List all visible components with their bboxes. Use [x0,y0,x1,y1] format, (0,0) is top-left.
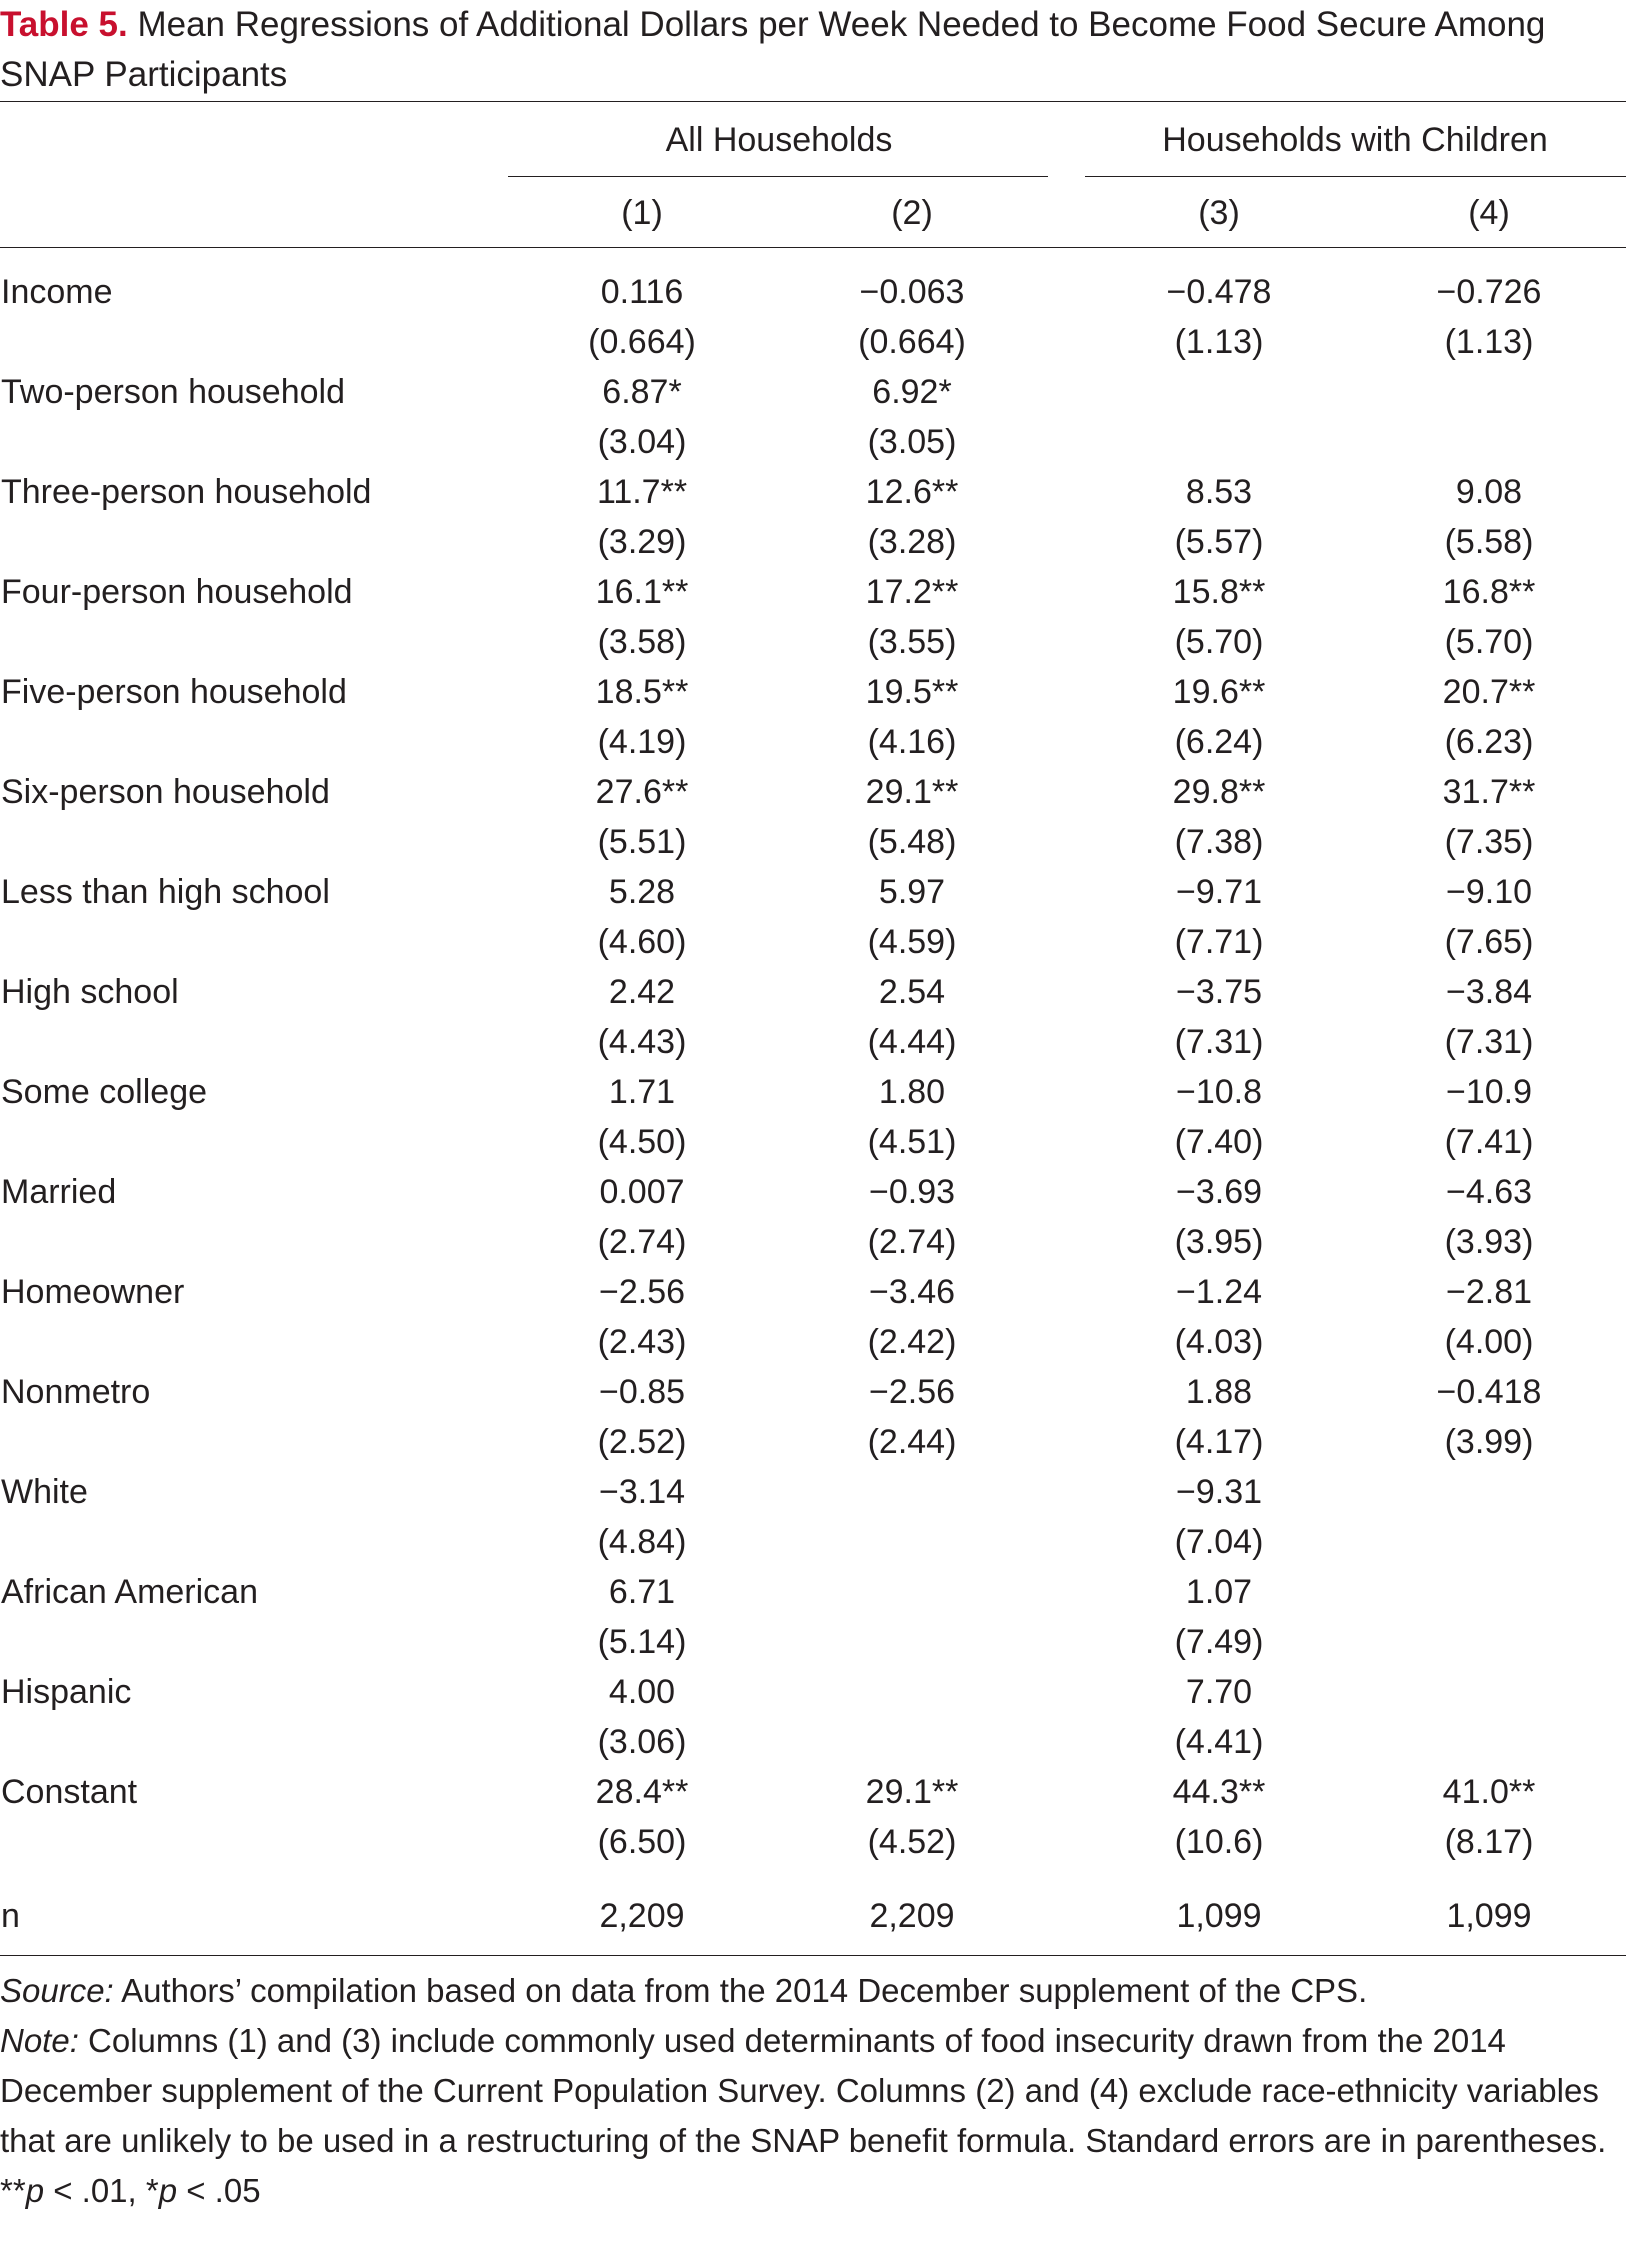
standard-error-cell: (5.58) [1444,523,1534,561]
standard-error-cell: (3.05) [867,423,957,461]
standard-error-cell: (3.55) [867,623,957,661]
group-rule-households-with-children [1085,176,1626,177]
standard-error-cell: (0.664) [588,323,696,361]
standard-error-cell: (6.23) [1444,723,1534,761]
row-label: Three-person household [1,473,372,511]
standard-error-cell: (5.14) [597,1623,687,1661]
standard-error-cell: (3.04) [597,423,687,461]
standard-error-cell: (2.44) [867,1423,957,1461]
coefficient-cell: −0.726 [1436,273,1542,311]
standard-error-cell: (7.31) [1444,1023,1534,1061]
standard-error-cell: (3.29) [597,523,687,561]
column-header: (4) [1468,194,1510,232]
coefficient-cell: −3.14 [598,1473,686,1511]
coefficient-cell: 41.0** [1442,1773,1536,1811]
row-label: Two-person household [1,373,346,411]
sig-stars-single: * [145,2172,159,2209]
sig-text-05: < .05 [177,2172,261,2209]
coefficient-cell: 31.7** [1442,773,1536,811]
coefficient-cell: 44.3** [1172,1773,1266,1811]
coefficient-cell: 6.71 [608,1573,676,1611]
coefficient-cell: 19.5** [865,673,959,711]
coefficient-cell: 20.7** [1442,673,1536,711]
row-label: African American [1,1573,258,1611]
coefficient-cell: 1.80 [878,1073,946,1111]
coefficient-cell: 9.08 [1455,473,1523,511]
sig-text-01: < .01, [44,2172,146,2209]
standard-error-cell: (3.28) [867,523,957,561]
standard-error-cell: (5.70) [1444,623,1534,661]
column-header: (3) [1198,194,1240,232]
standard-error-cell: (3.58) [597,623,687,661]
standard-error-cell: (2.42) [867,1323,957,1361]
standard-error-cell: (7.49) [1174,1623,1264,1661]
coefficient-cell: 7.70 [1185,1673,1253,1711]
coefficient-cell: −3.84 [1445,973,1533,1011]
standard-error-cell: (7.04) [1174,1523,1264,1561]
row-label: White [1,1473,88,1511]
coefficient-cell: 16.1** [595,573,689,611]
standard-error-cell: (3.06) [597,1723,687,1761]
n-value-cell: 2,209 [599,1897,685,1935]
standard-error-cell: (6.50) [597,1823,687,1861]
coefficient-cell: 27.6** [595,773,689,811]
standard-error-cell: (8.17) [1444,1823,1534,1861]
coefficient-cell: −2.56 [598,1273,686,1311]
standard-error-cell: (4.44) [867,1023,957,1061]
standard-error-cell: (5.51) [597,823,687,861]
column-header: (1) [621,194,663,232]
row-label: Six-person household [1,773,330,811]
coefficient-cell: −1.24 [1175,1273,1263,1311]
coefficient-cell: −2.56 [868,1373,956,1411]
coefficient-cell: −9.10 [1445,873,1533,911]
sig-stars-double: ** [0,2172,26,2209]
n-label: n [1,1897,20,1935]
coefficient-cell: 5.28 [608,873,676,911]
coefficient-cell: 11.7** [596,473,688,511]
coefficient-cell: −3.46 [868,1273,956,1311]
standard-error-cell: (4.60) [597,923,687,961]
coefficient-cell: 1.71 [608,1073,676,1111]
coefficient-cell: −2.81 [1445,1273,1533,1311]
row-label: High school [1,973,179,1011]
standard-error-cell: (1.13) [1444,323,1534,361]
significance-line [0,2166,1626,2216]
standard-error-cell: (10.6) [1174,1823,1264,1861]
standard-error-cell: (4.16) [867,723,957,761]
column-header: (2) [891,194,933,232]
group-header-all-households: All Households [665,121,893,159]
coefficient-cell: −4.63 [1445,1173,1533,1211]
coefficient-cell: 4.00 [608,1673,676,1711]
standard-error-cell: (5.57) [1174,523,1264,561]
coefficient-cell: 29.1** [865,773,959,811]
table-title: Mean Regressions of Additional Dollars per Week Needed to Become Food Secure Among SNAP Participants [0,5,1546,94]
coefficient-cell: 1.88 [1185,1373,1253,1411]
standard-error-cell: (3.95) [1174,1223,1264,1261]
coefficient-cell: 2.54 [878,973,946,1011]
coefficient-cell: 1.07 [1185,1573,1253,1611]
standard-error-cell: (4.17) [1174,1423,1264,1461]
coefficient-cell: 15.8** [1172,573,1266,611]
row-label: Married [1,1173,117,1211]
coefficient-cell: 0.116 [600,273,684,311]
coefficient-cell: 18.5** [595,673,689,711]
coefficient-cell: 16.8** [1442,573,1536,611]
coefficient-cell: −0.063 [859,273,965,311]
coefficient-cell: −10.8 [1175,1073,1263,1111]
standard-error-cell: (7.38) [1174,823,1264,861]
row-label: Constant [1,1773,138,1811]
standard-error-cell: (4.03) [1174,1323,1264,1361]
standard-error-cell: (7.35) [1444,823,1534,861]
standard-error-cell: (2.74) [597,1223,687,1261]
standard-error-cell: (7.40) [1174,1123,1264,1161]
coefficient-cell: −0.418 [1436,1373,1542,1411]
coefficient-cell: −3.75 [1175,973,1263,1011]
coefficient-cell: −0.85 [598,1373,686,1411]
coefficient-cell: −9.31 [1175,1473,1263,1511]
standard-error-cell: (4.50) [597,1123,687,1161]
coefficient-cell: −3.69 [1175,1173,1263,1211]
coefficient-cell: 28.4** [595,1773,689,1811]
row-label: Some college [1,1073,208,1111]
note-text: Columns (1) and (3) include commonly used determinants of food insecurity drawn from the 2014 December supplement of the Current Population Survey. Columns (2) and (4) exclude race-ethnicity variables that are unlikely to be used in a restructuring of the SNAP benefit formula. Standard errors are in parentheses. [0,2022,1607,2159]
standard-error-cell: (7.71) [1174,923,1264,961]
source-line [0,1966,1626,2016]
top-rule [0,101,1626,102]
row-label: Income [1,273,113,311]
note-line [0,2016,1626,2166]
standard-error-cell: (6.24) [1174,723,1264,761]
sig-p-symbol: p [158,2172,178,2209]
standard-error-cell: (0.664) [858,323,966,361]
group-rule-all-households [508,176,1048,177]
n-value-cell: 1,099 [1446,1897,1532,1935]
coefficient-cell: −0.93 [868,1173,956,1211]
n-value-cell: 1,099 [1176,1897,1262,1935]
source-text: Authors’ compilation based on data from the 2014 December supplement of the CPS. [113,1972,1368,2009]
group-header-households-with-children: Households with Children [1162,121,1548,159]
standard-error-cell: (4.00) [1444,1323,1534,1361]
coefficient-cell: 6.92* [872,373,952,411]
coefficient-cell: 29.1** [865,1773,959,1811]
standard-error-cell: (5.48) [867,823,957,861]
standard-error-cell: (4.43) [597,1023,687,1061]
sig-p-symbol: p [25,2172,45,2209]
standard-error-cell: (7.41) [1444,1123,1534,1161]
row-label: Less than high school [1,873,330,911]
standard-error-cell: (2.43) [597,1323,687,1361]
table-caption [0,0,1600,100]
coefficient-cell: 19.6** [1172,673,1266,711]
coefficient-cell: −9.71 [1175,873,1263,911]
standard-error-cell: (4.84) [597,1523,687,1561]
row-label: Five-person household [1,673,347,711]
coefficient-cell: −10.9 [1445,1073,1533,1111]
standard-error-cell: (4.59) [867,923,957,961]
coefficient-cell: 2.42 [608,973,676,1011]
standard-error-cell: (4.19) [597,723,687,761]
table-notes [0,1966,1626,2216]
bottom-rule [0,1955,1626,1956]
coefficient-cell: 6.87* [602,373,682,411]
standard-error-cell: (5.70) [1174,623,1264,661]
standard-error-cell: (3.99) [1444,1423,1534,1461]
row-label: Nonmetro [1,1373,151,1411]
standard-error-cell: (1.13) [1174,323,1264,361]
standard-error-cell: (4.51) [867,1123,957,1161]
row-label: Hispanic [1,1673,132,1711]
row-label: Four-person household [1,573,353,611]
standard-error-cell: (7.31) [1174,1023,1264,1061]
standard-error-cell: (2.74) [867,1223,957,1261]
coefficient-cell: 8.53 [1185,473,1253,511]
coefficient-cell: 12.6** [865,473,959,511]
coefficient-cell: −0.478 [1166,273,1272,311]
standard-error-cell: (2.52) [597,1423,687,1461]
standard-error-cell: (3.93) [1444,1223,1534,1261]
note-label: Note: [0,2022,79,2059]
standard-error-cell: (7.65) [1444,923,1534,961]
row-label: Homeowner [1,1273,185,1311]
standard-error-cell: (4.52) [867,1823,957,1861]
coefficient-cell: 29.8** [1172,773,1266,811]
table-label: Table 5. [0,5,128,44]
header-rule [0,247,1626,248]
coefficient-cell: 5.97 [878,873,946,911]
source-label: Source: [0,1972,114,2009]
coefficient-cell: 17.2** [865,573,959,611]
coefficient-cell: 0.007 [599,1173,685,1211]
standard-error-cell: (4.41) [1174,1723,1264,1761]
n-value-cell: 2,209 [869,1897,955,1935]
